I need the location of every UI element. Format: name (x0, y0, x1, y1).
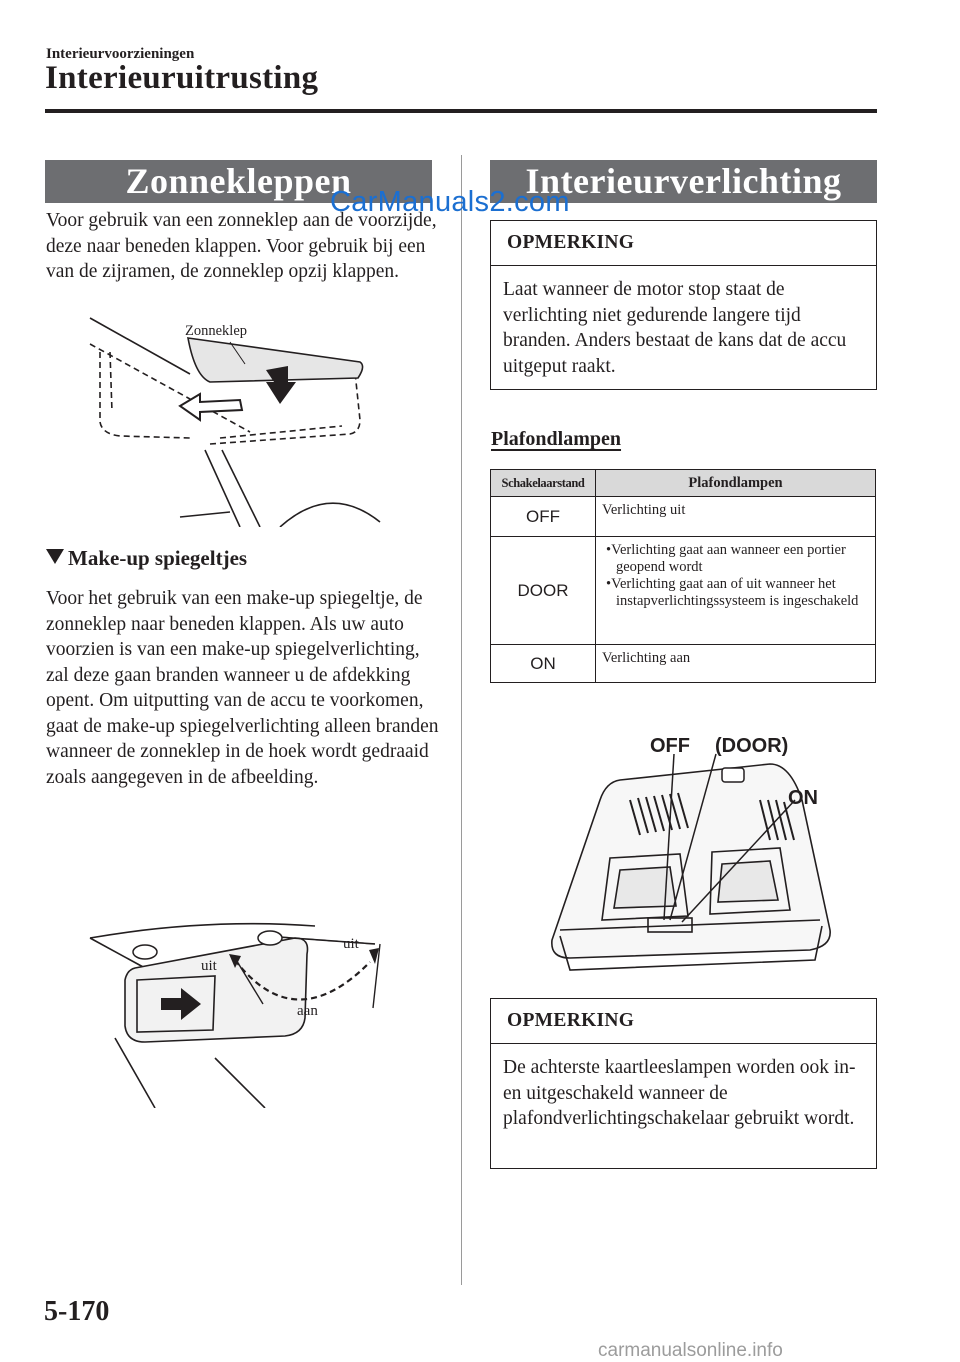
switch-table (490, 469, 876, 683)
subheading-plafondlampen: Plafondlampen (491, 428, 622, 450)
column-divider (461, 155, 462, 1285)
note-text: De achterste kaartleeslampen worden ook in- en uitgeschakeld wanneer de plafondverlichtingschakelaar gebruikt wordt. (503, 1057, 856, 1129)
fig3-label-door: (DOOR) (715, 735, 789, 757)
header-rule (45, 109, 877, 113)
position-on: ON (491, 645, 596, 683)
watermark-text: CarManuals2.com (330, 186, 570, 218)
row-bullets (596, 537, 876, 645)
subheading-text: Make-up spiegeltjes (68, 546, 248, 570)
page-number: 5-170 (44, 1296, 110, 1327)
note-text: Laat wanneer de motor stop staat de verlichting niet gedurende langere tijd branden. Anders bestaat de kans dat de accu uitgeput raakt. (503, 279, 847, 377)
heading-zonnekleppen: Zonnekleppen (45, 160, 432, 203)
note-title: OPMERKING (491, 221, 876, 266)
row-text: Verlichting aan (596, 645, 876, 683)
position-door: DOOR (491, 537, 596, 645)
makeup-mirror-illustration (85, 918, 395, 1108)
bullet-item: •Verlichting gaat aan of uit wanneer het instapverlichtingssysteem is ingeschakeld (606, 576, 859, 609)
table-row (491, 497, 876, 537)
position-off: OFF (491, 497, 596, 537)
fig2-label-uit-right: uit (343, 936, 359, 952)
intro-paragraph: Voor gebruik van een zonneklep aan de voorzijde, deze naar beneden klappen. Voor gebruik bij een van de zijramen, de zonneklep opzij klappen. (46, 210, 437, 282)
makeup-paragraph: Voor het gebruik van een make-up spiegeltje, de zonneklep naar beneden klappen. Als uw auto voorzien is van een make-up spiegelverlichting, zal deze gaan branden wanneer u de afdekking opent. Om uitputting van de accu te voorkomen, gaat de make-up spiegelverlichting alleen branden wanneer de zonneklep in de hoek wordt gedraaid zoals aangegeven in de afbeelding. (46, 588, 439, 788)
table-header: Schakelaarstand (491, 470, 596, 497)
note-box-1 (490, 220, 877, 390)
fig2-label-aan: aan (297, 1003, 318, 1019)
table-header-row (491, 470, 876, 497)
fig3-label-off: OFF (650, 735, 690, 757)
fig3-label-on: ON (788, 787, 818, 809)
table-row (491, 645, 876, 683)
fig1-label: Zonneklep (185, 323, 248, 339)
subheading-makeup (46, 546, 247, 571)
table-row (491, 537, 876, 645)
fig2-label-uit-left: uit (201, 958, 217, 974)
sun-visor-illustration (80, 312, 400, 527)
page-title: Interieuruitrusting (45, 60, 319, 96)
footer-site: carmanualsonline.info (598, 1340, 783, 1361)
triangle-bullet-icon (46, 549, 64, 564)
note-title: OPMERKING (491, 999, 876, 1044)
table-header: Plafondlampen (596, 470, 876, 497)
note-box-2 (490, 998, 877, 1169)
overhead-console-illustration (540, 730, 840, 990)
row-text: Verlichting uit (596, 497, 876, 537)
heading-interieurverlichting: Interieurverlichting (490, 160, 877, 203)
section-label: Interieurvoorzieningen (46, 46, 195, 62)
bullet-item: •Verlichting gaat aan wanneer een portier geopend wordt (606, 542, 846, 575)
